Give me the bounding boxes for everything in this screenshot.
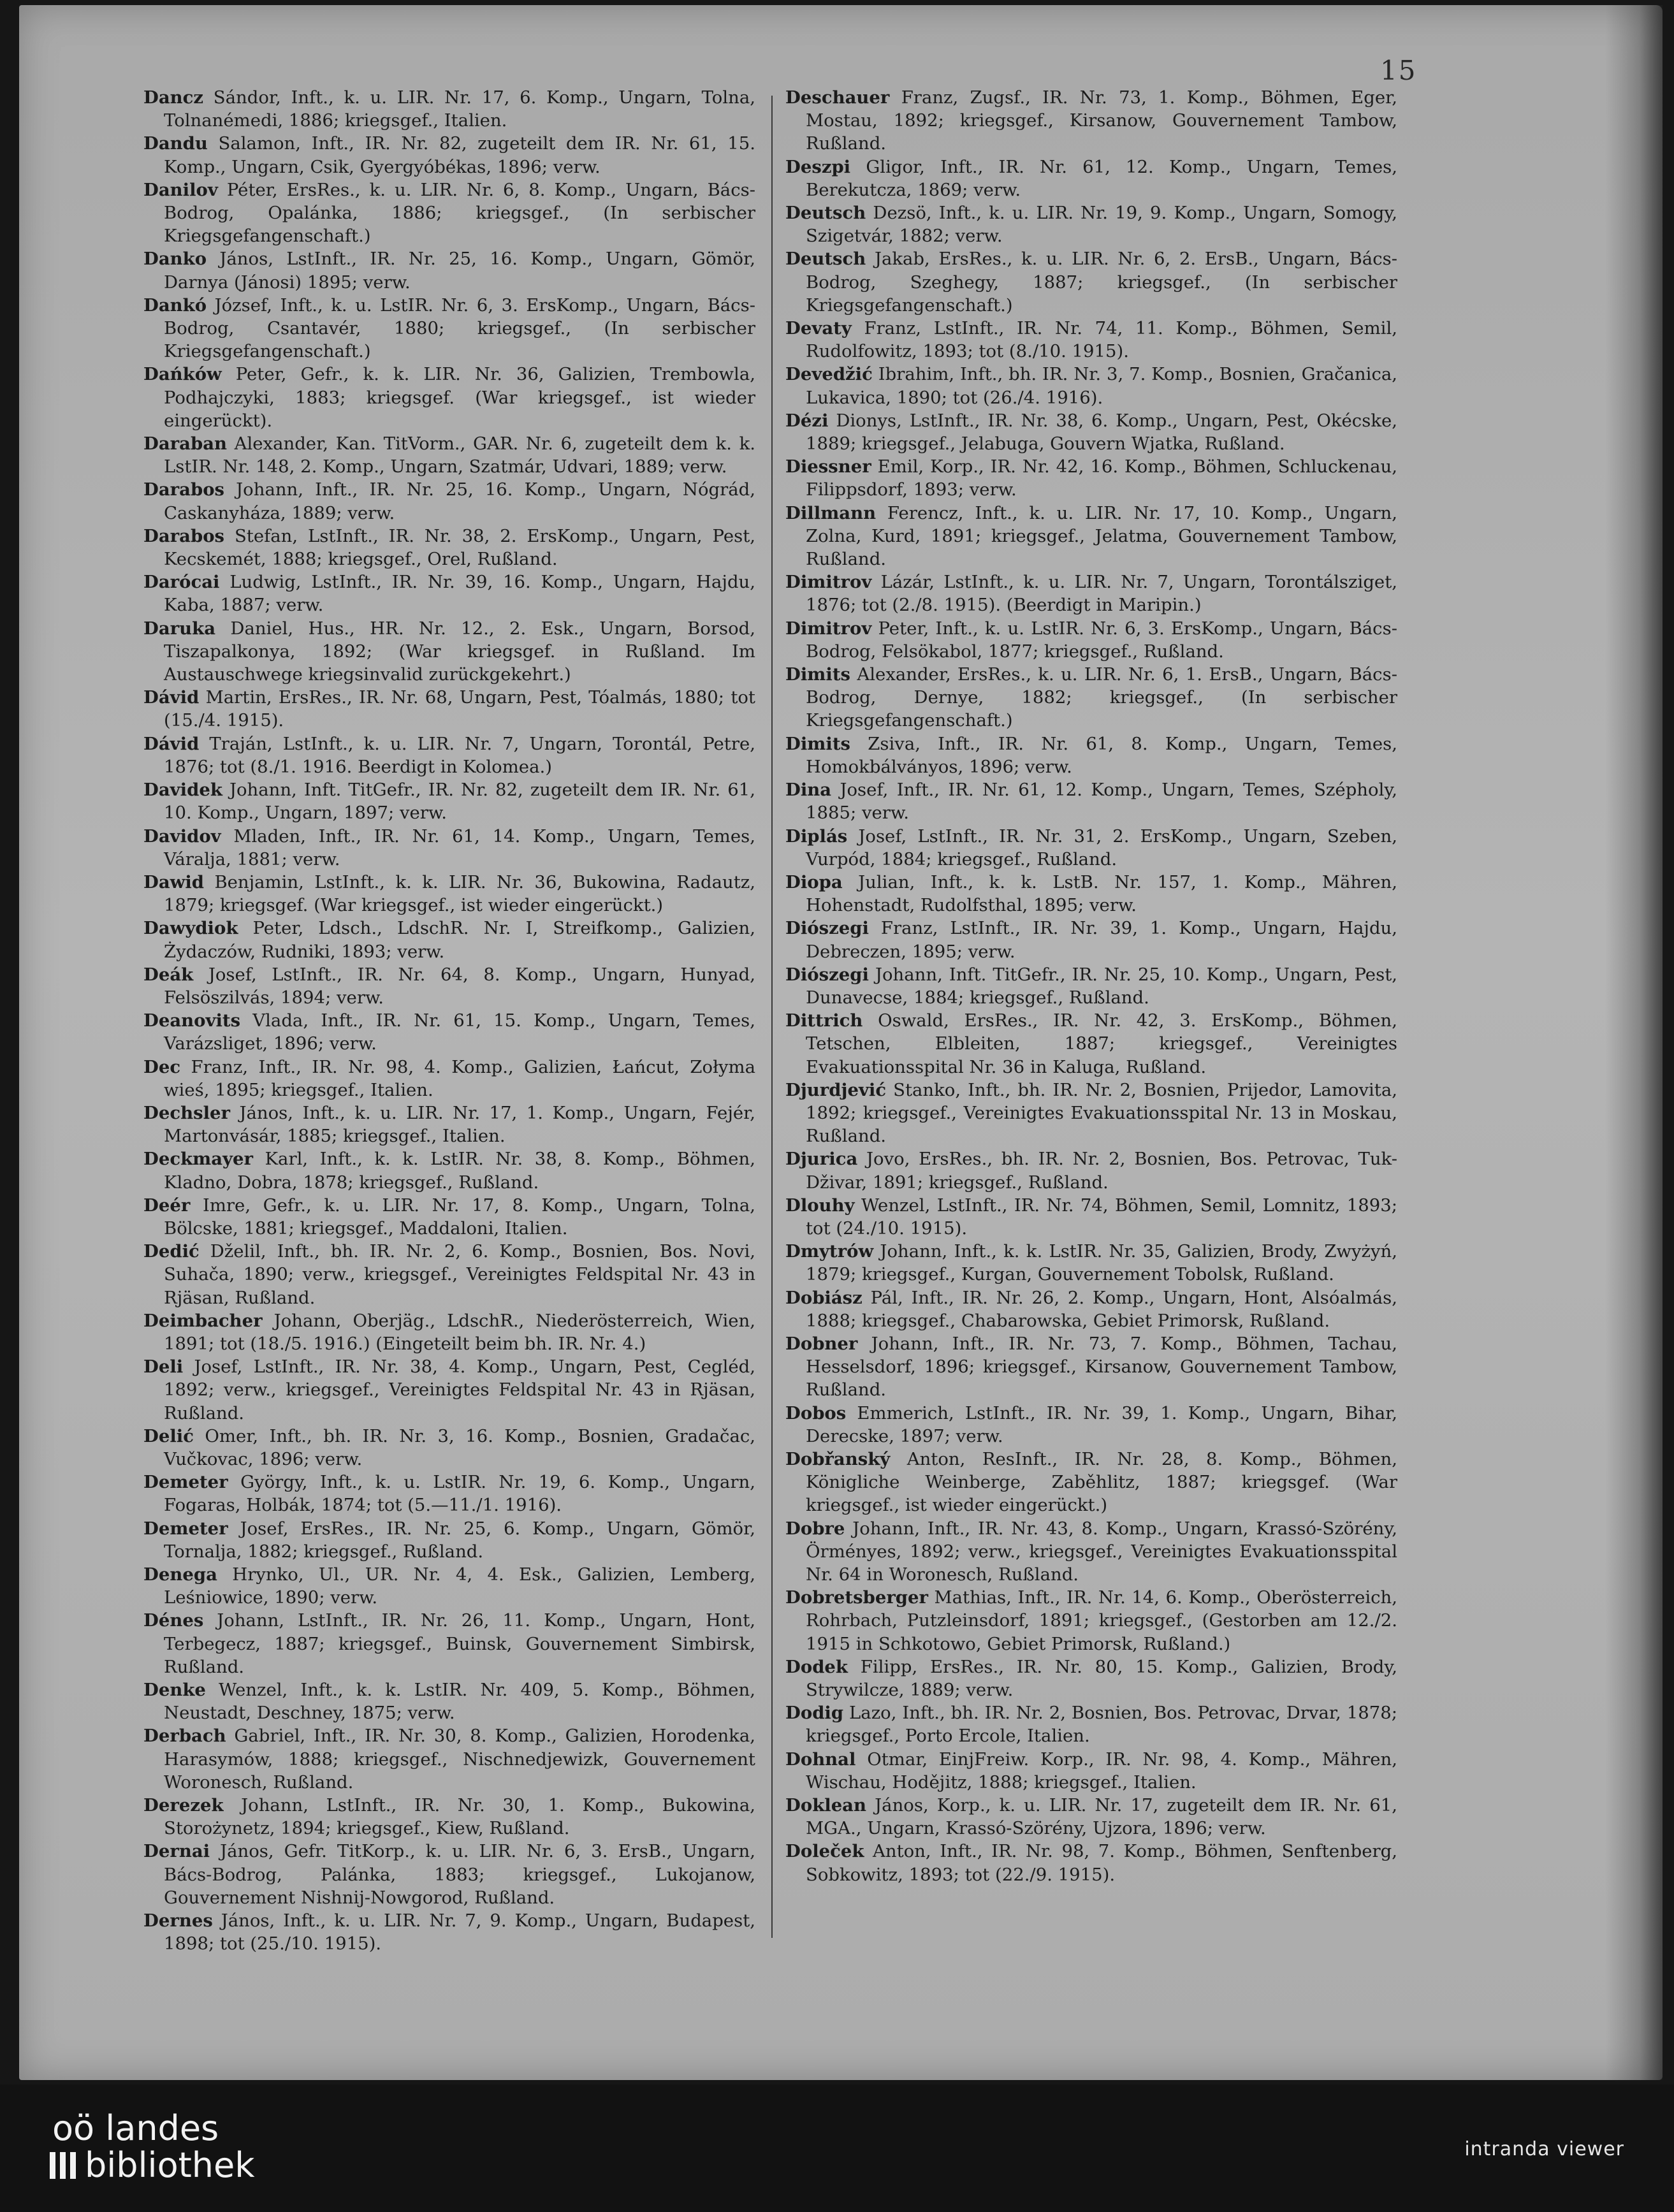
list-entry (785, 1448, 1397, 1517)
list-entry (143, 363, 755, 432)
list-entry (143, 1102, 755, 1147)
entry-details: Johann, Inft. TitGefr., IR. Nr. 25, 10. Komp., Ungarn, Pest, Dunavecse, 1884; kriegsgef., Rußland. (806, 964, 1397, 1008)
entry-details: Filipp, ErsRes., IR. Nr. 80, 15. Komp., Galizien, Brody, Strywilcze, 1889; verw. (806, 1656, 1397, 1701)
entry-details: Johann, Inft., k. k. LstIR. Nr. 35, Galizien, Brody, Zwyżyń, 1879; kriegsgef., Kurgan, Gouvernement Tobolsk, Rußland. (806, 1241, 1397, 1285)
list-entry (785, 963, 1397, 1009)
entry-details: Johann, Inft., IR. Nr. 43, 8. Komp., Ungarn, Krassó-Szörény, Örményes, 1892; verw., kriegsgef., Vereinigtes Evakuationsspital Nr. 64 in Woronesch, Rußland. (806, 1518, 1397, 1585)
entry-details: Otmar, EinjFreiw. Korp., IR. Nr. 98, 4. Komp., Mähren, Wischau, Hodějitz, 1888; kriegsgef., Italien. (806, 1749, 1397, 1793)
entry-details: Omer, Inft., bh. IR. Nr. 3, 16. Komp., Bosnien, Gradačac, Vučkovac, 1896; verw. (164, 1425, 756, 1469)
right-column (785, 86, 1397, 1886)
viewer-footer (0, 2085, 1674, 2212)
entry-details: Stanko, Inft., bh. IR. Nr. 2, Bosnien, Prijedor, Lamovita, 1892; kriegsgef., Vereinigtes Evakuationsspital Nr. 13 in Moskau, Rußland. (806, 1079, 1397, 1147)
entry-surname: Danko (143, 249, 207, 270)
entry-surname: Dillmann (785, 502, 877, 523)
entry-surname: Davidov (143, 826, 221, 847)
entry-details: Gligor, Inft., IR. Nr. 61, 12. Komp., Ungarn, Temes, Berekutcza, 1869; verw. (806, 156, 1397, 200)
list-entry (143, 132, 755, 178)
list-entry (143, 1425, 755, 1471)
list-entry (143, 1609, 755, 1678)
entry-surname: Diplás (785, 826, 848, 847)
list-entry (143, 1194, 755, 1240)
entry-surname: Dlouhy (785, 1195, 855, 1216)
entry-details: Pál, Inft., IR. Nr. 26, 2. Komp., Ungarn, Hont, Alsóalmás, 1888; kriegsgef., Chabarowska, Gebiet Primorsk, Rußland. (806, 1287, 1397, 1331)
entry-surname: Djurica (785, 1149, 858, 1170)
entry-details: Oswald, ErsRes., IR. Nr. 42, 3. ErsKomp., Böhmen, Tetschen, Elbleiten, 1887; kriegsgef., Vereinigtes Evakuationsspital Nr. 36 in Kaluga, Rußland. (806, 1010, 1397, 1077)
entry-details: Vlada, Inft., IR. Nr. 61, 15. Komp., Ungarn, Temes, Varázsliget, 1896; verw. (164, 1010, 755, 1054)
entry-surname: Devedžić (785, 364, 873, 385)
list-entry (143, 617, 755, 687)
entry-surname: Deanovits (143, 1010, 241, 1031)
list-entry (785, 871, 1397, 917)
entry-surname: Dernai (143, 1841, 210, 1862)
entry-surname: Dobiász (785, 1287, 862, 1308)
logo-bars-icon (50, 2152, 76, 2179)
list-entry (143, 1678, 755, 1724)
entry-surname: Delić (143, 1425, 194, 1446)
entry-details: Alexander, ErsRes., k. u. LIR. Nr. 6, 1. ErsB., Ungarn, Bács-Bodrog, Dernye, 1882; kriegsgef., (In serbischer Kriegsgefangenschaft.) (806, 664, 1397, 731)
list-entry (785, 1748, 1397, 1794)
list-entry (143, 1009, 755, 1055)
entry-surname: Dézi (785, 410, 829, 431)
entry-surname: Deutsch (785, 249, 866, 270)
list-entry (143, 686, 755, 732)
list-entry (143, 1563, 755, 1609)
list-entry (785, 455, 1397, 501)
entry-surname: Deckmayer (143, 1149, 254, 1170)
entry-surname: Dittrich (785, 1010, 863, 1031)
entry-details: János, Gefr. TitKorp., k. u. LIR. Nr. 6, 3. ErsB., Ungarn, Bács-Bodrog, Palánka, 1883; kriegsgef., Lukojanow, Gouvernement Nishnij-Nowgorod, Rußland. (164, 1841, 755, 1908)
entry-surname: Deutsch (785, 203, 866, 224)
entry-surname: Dawydiok (143, 918, 238, 939)
library-logo[interactable] (50, 2110, 255, 2184)
list-entry (785, 502, 1397, 571)
entry-surname: Dec (143, 1056, 181, 1077)
entry-surname: Diószegi (785, 964, 869, 985)
entry-details: Dželil, Inft., bh. IR. Nr. 2, 6. Komp., Bosnien, Bos. Novi, Suhača, 1890; verw., kriegsgef., Vereinigtes Feldspital Nr. 43 in Rjäsan, Rußland. (164, 1241, 755, 1308)
entry-details: György, Inft., k. u. LstIR. Nr. 19, 6. Komp., Ungarn, Fogaras, Holbák, 1874; tot (5.—11./1. 1916). (164, 1472, 755, 1516)
list-entry (143, 963, 755, 1009)
entry-details: János, Inft., k. u. LIR. Nr. 17, 1. Komp., Ungarn, Fejér, Martonvásár, 1885; kriegsgef., Italien. (164, 1102, 755, 1147)
list-entry (143, 432, 755, 478)
entry-details: Martin, ErsRes., IR. Nr. 68, Ungarn, Pest, Tóalmás, 1880; tot (15./4. 1915). (164, 687, 755, 731)
entry-details: Mladen, Inft., IR. Nr. 61, 14. Komp., Ungarn, Temes, Váralja, 1881; verw. (164, 826, 755, 870)
entry-details: Wenzel, LstInft., IR. Nr. 74, Böhmen, Semil, Lomnitz, 1893; tot (24./10. 1915). (806, 1195, 1397, 1239)
entry-details: Peter, Inft., k. u. LstIR. Nr. 6, 3. ErsKomp., Ungarn, Bács-Bodrog, Felsökabol, 1877; kriegsgef., Rußland. (806, 618, 1397, 662)
entry-details: Imre, Gefr., k. u. LIR. Nr. 17, 8. Komp., Ungarn, Tolna, Bölcske, 1881; kriegsgef., Maddaloni, Italien. (164, 1195, 755, 1239)
entry-details: János, Inft., k. u. LIR. Nr. 7, 9. Komp., Ungarn, Budapest, 1898; tot (25./10. 1915). (164, 1910, 755, 1954)
entry-surname: Diopa (785, 871, 843, 892)
list-entry (143, 871, 755, 917)
entry-details: Peter, Ldsch., LdschR. Nr. I, Streifkomp., Galizien, Żydaczów, Rudniki, 1893; verw. (164, 918, 755, 962)
entry-details: Traján, LstInft., k. u. LIR. Nr. 7, Ungarn, Torontál, Petre, 1876; tot (8./1. 1916. Beerdigt in Kolomea.) (164, 733, 755, 777)
entry-surname: Dávid (143, 687, 200, 708)
entry-details: Stefan, LstInft., IR. Nr. 38, 2. ErsKomp., Ungarn, Pest, Kecskemét, 1888; kriegsgef., Orel, Rußland. (164, 525, 755, 570)
entry-details: Josef, LstInft., IR. Nr. 38, 4. Komp., Ungarn, Pest, Cegléd, 1892; verw., kriegsgef., Vereinigtes Feldspital Nr. 43 in Rjäsan, Rußland. (164, 1357, 755, 1423)
list-entry (785, 201, 1397, 247)
list-entry (143, 1724, 755, 1794)
list-entry (785, 1147, 1397, 1193)
entry-surname: Deszpi (785, 156, 851, 177)
entry-surname: Dávid (143, 733, 200, 754)
entry-surname: Dodek (785, 1656, 848, 1677)
list-entry (143, 825, 755, 871)
entry-surname: Diószegi (785, 918, 869, 939)
entry-details: Sándor, Inft., k. u. LIR. Nr. 17, 6. Komp., Ungarn, Tolna, Tolnanémedi, 1886; kriegsgef., Italien. (164, 87, 756, 131)
entry-surname: Deli (143, 1357, 184, 1378)
entry-surname: Dankó (143, 295, 207, 316)
list-entry (785, 663, 1397, 732)
entry-details: Alexander, Kan. TitVorm., GAR. Nr. 6, zugeteilt dem k. k. LstIR. Nr. 148, 2. Komp., Ungarn, Szatmár, Udvari, 1889; verw. (164, 433, 756, 477)
entry-details: Josef, LstInft., IR. Nr. 31, 2. ErsKomp., Ungarn, Szeben, Vurpód, 1884; kriegsgef., Rußland. (806, 826, 1397, 870)
entry-surname: Doklean (785, 1795, 866, 1816)
entry-surname: Devaty (785, 318, 852, 339)
list-entry (785, 825, 1397, 871)
list-entry (143, 1355, 755, 1425)
entry-surname: Dernes (143, 1910, 213, 1932)
list-entry (143, 1840, 755, 1909)
list-entry (143, 1517, 755, 1563)
entry-details: Johann, Inft., IR. Nr. 25, 16. Komp., Ungarn, Nógrád, Caskanyháza, 1889; verw. (164, 479, 755, 523)
list-entry (143, 1309, 755, 1355)
logo-line-2: bibliothek (85, 2145, 255, 2185)
list-entry (785, 1194, 1397, 1240)
entry-details: Julian, Inft., k. k. LstB. Nr. 157, 1. Komp., Mähren, Hohenstadt, Rudolfsthal, 1895; verw. (806, 871, 1397, 916)
entry-surname: Dobřanský (785, 1448, 891, 1469)
list-entry (785, 1517, 1397, 1587)
entry-surname: Dénes (143, 1610, 204, 1631)
list-entry (143, 247, 755, 293)
entry-surname: Dobos (785, 1402, 847, 1423)
entry-details: Anton, ResInft., IR. Nr. 28, 8. Komp., Böhmen, Königliche Weinberge, Zaběhlitz, 1887; kriegsgef. (War kriegsgef., ist wieder eingerückt.) (806, 1448, 1397, 1516)
list-entry (785, 1655, 1397, 1701)
list-entry (143, 917, 755, 963)
entry-surname: Dobre (785, 1518, 845, 1539)
entry-details: Ferencz, Inft., k. u. LIR. Nr. 17, 10. Komp., Ungarn, Zolna, Kurd, 1891; kriegsgef., Jelatma, Gouvernement Tambow, Rußland. (806, 502, 1397, 570)
entry-details: Johann, Oberjäg., LdschR., Niederösterreich, Wien, 1891; tot (18./5. 1916.) (Eingeteilt beim bh. IR. Nr. 4.) (164, 1310, 756, 1354)
list-entry (143, 86, 755, 132)
entry-details: Jakab, ErsRes., k. u. LIR. Nr. 6, 2. ErsB., Ungarn, Bács-Bodrog, Szeghegy, 1887; kriegsgef., (In serbischer Kriegsgefangenschaft.) (806, 249, 1397, 316)
list-entry (785, 1240, 1397, 1286)
entry-details: Daniel, Hus., HR. Nr. 12., 2. Esk., Ungarn, Borsod, Tiszapalkonya, 1892; (War kriegsgef. in Rußland. Im Austauschwege kriegsinvalid zurückgekehrt.) (164, 618, 756, 685)
entry-details: Zsiva, Inft., IR. Nr. 61, 8. Komp., Ungarn, Temes, Homokbálványos, 1896; verw. (806, 733, 1397, 777)
list-entry (143, 1240, 755, 1309)
entry-details: Anton, Inft., IR. Nr. 98, 7. Komp., Böhmen, Senftenberg, Sobkowitz, 1893; tot (22./9. 1915). (806, 1841, 1397, 1885)
entry-surname: Dobner (785, 1333, 858, 1354)
list-entry (143, 525, 755, 571)
entry-details: Emmerich, LstInft., IR. Nr. 39, 1. Komp., Ungarn, Bihar, Derecske, 1897; verw. (806, 1402, 1397, 1446)
entry-surname: Dina (785, 780, 832, 801)
list-entry (785, 317, 1397, 363)
entry-details: József, Inft., k. u. LstIR. Nr. 6, 3. ErsKomp., Ungarn, Bács-Bodrog, Csantavér, 1880; kriegsgef., (In serbischer Kriegsgefangenschaft.) (164, 295, 755, 362)
list-entry (785, 409, 1397, 455)
list-entry (785, 617, 1397, 663)
entry-details: Ibrahim, Inft., bh. IR. Nr. 3, 7. Komp., Bosnien, Gračanica, Lukavica, 1890; tot (26./4. 1916). (806, 364, 1397, 408)
list-entry (785, 1286, 1397, 1332)
entry-details: Lázár, LstInft., k. u. LIR. Nr. 7, Ungarn, Torontálsziget, 1876; tot (2./8. 1915). (Beerdigt in Maripin.) (806, 572, 1397, 616)
list-entry (143, 178, 755, 248)
list-entry (785, 1009, 1397, 1079)
entry-details: Emil, Korp., IR. Nr. 42, 16. Komp., Böhmen, Schluckenau, Filippsdorf, 1893; verw. (806, 456, 1397, 500)
list-entry (785, 1794, 1397, 1840)
list-entry (785, 732, 1397, 778)
entry-details: Franz, Inft., IR. Nr. 98, 4. Komp., Galizien, Łańcut, Zołyma wieś, 1895; kriegsgef., Italien. (164, 1056, 755, 1100)
entry-surname: Danilov (143, 179, 218, 200)
entry-surname: Dimits (785, 733, 851, 754)
list-entry (785, 247, 1397, 317)
list-entry (143, 1909, 755, 1955)
entry-surname: Davidek (143, 780, 222, 801)
entry-surname: Dmytrów (785, 1241, 874, 1262)
list-entry (785, 86, 1397, 156)
entry-surname: Diessner (785, 456, 871, 477)
entry-details: Salamon, Inft., IR. Nr. 82, zugeteilt dem IR. Nr. 61, 15. Komp., Ungarn, Csik, Gyergyóbékas, 1896; verw. (164, 133, 755, 177)
entry-surname: Dechsler (143, 1102, 230, 1123)
entry-details: Dezsö, Inft., k. u. LIR. Nr. 19, 9. Komp., Ungarn, Somogy, Szigetvár, 1882; verw. (806, 203, 1397, 247)
entry-surname: Denke (143, 1680, 206, 1701)
entry-details: Lazo, Inft., bh. IR. Nr. 2, Bosnien, Bos. Petrovac, Drvar, 1878; kriegsgef., Porto Ercole, Italien. (806, 1703, 1397, 1747)
entry-surname: Dancz (143, 87, 204, 108)
entry-details: Gabriel, Inft., IR. Nr. 30, 8. Komp., Galizien, Horodenka, Harasymów, 1888; kriegsgef., Nischnedjewizk, Gouvernement Woronesch, Rußland. (164, 1726, 755, 1793)
entry-details: Wenzel, Inft., k. k. LstIR. Nr. 409, 5. Komp., Böhmen, Neustadt, Deschney, 1875; verw. (164, 1680, 755, 1724)
entry-surname: Daruka (143, 618, 216, 639)
list-entry (143, 478, 755, 524)
entry-surname: Deschauer (785, 87, 890, 108)
list-entry (785, 1332, 1397, 1402)
logo-line-2-wrap (50, 2147, 255, 2184)
entry-surname: Darócai (143, 572, 220, 593)
list-entry (143, 294, 755, 363)
entry-surname: Derezek (143, 1795, 224, 1816)
entry-details: Josef, Inft., IR. Nr. 61, 12. Komp., Ungarn, Temes, Szépholy, 1885; verw. (806, 780, 1397, 824)
entry-surname: Dańków (143, 364, 222, 385)
list-entry (143, 1056, 755, 1102)
entry-details: Johann, Inft. TitGefr., IR. Nr. 82, zugeteilt dem IR. Nr. 61, 10. Komp., Ungarn, 1897; verw. (164, 780, 755, 824)
entry-surname: Dawid (143, 871, 205, 892)
entry-surname: Derbach (143, 1726, 226, 1747)
entry-surname: Djurdjević (785, 1079, 887, 1100)
entry-details: Ludwig, LstInft., IR. Nr. 39, 16. Komp., Ungarn, Hajdu, Kaba, 1887; verw. (164, 572, 755, 616)
entry-details: Peter, Gefr., k. k. LIR. Nr. 36, Galizien, Trembowla, Podhajczyki, 1883; kriegsgef. (War kriegsgef., ist wieder eingerückt). (164, 364, 755, 431)
list-entry (143, 732, 755, 778)
entry-surname: Dandu (143, 133, 208, 154)
entry-surname: Denega (143, 1564, 217, 1585)
entry-surname: Dodig (785, 1703, 844, 1724)
entry-surname: Doleček (785, 1841, 864, 1862)
page-number: 15 (1380, 55, 1417, 86)
list-entry (143, 778, 755, 824)
entry-surname: Dobretsberger (785, 1587, 929, 1608)
entry-surname: Dimitrov (785, 618, 872, 639)
list-entry (143, 1147, 755, 1193)
entry-surname: Demeter (143, 1518, 228, 1539)
list-entry (785, 1079, 1397, 1148)
list-entry (785, 156, 1397, 201)
entry-details: Josef, LstInft., IR. Nr. 64, 8. Komp., Ungarn, Hunyad, Felsöszilvás, 1894; verw. (164, 964, 756, 1008)
entry-details: Johann, Inft., IR. Nr. 73, 7. Komp., Böhmen, Tachau, Hesselsdorf, 1896; kriegsgef., Kirsanow, Gouvernement Tambow, Rußland. (806, 1333, 1397, 1401)
entry-details: Hrynko, Ul., UR. Nr. 4, 4. Esk., Galizien, Lemberg, Leśniowice, 1890; verw. (164, 1564, 755, 1608)
list-entry (785, 1701, 1397, 1747)
entry-details: Josef, ErsRes., IR. Nr. 25, 6. Komp., Ungarn, Gömör, Tornalja, 1882; kriegsgef., Rußland. (164, 1518, 755, 1562)
entry-surname: Demeter (143, 1472, 228, 1493)
list-entry (143, 1794, 755, 1840)
left-column (143, 86, 755, 1955)
viewer-name: intranda viewer (1464, 2138, 1624, 2160)
entry-details: Jovo, ErsRes., bh. IR. Nr. 2, Bosnien, Bos. Petrovac, Tuk-Dživar, 1891; kriegsgef., Rußland. (806, 1149, 1398, 1193)
list-entry (785, 778, 1397, 824)
list-entry (785, 363, 1397, 409)
entry-surname: Deér (143, 1195, 191, 1216)
entry-surname: Dimitrov (785, 572, 872, 593)
list-entry (785, 1840, 1397, 1886)
entry-details: Karl, Inft., k. k. LstIR. Nr. 38, 8. Komp., Böhmen, Kladno, Dobra, 1878; kriegsgef., Rußland. (164, 1149, 755, 1193)
logo-line-1: oö landes (52, 2108, 219, 2148)
entry-surname: Darabos (143, 525, 225, 546)
list-entry (785, 571, 1397, 616)
list-entry (143, 1471, 755, 1517)
entry-details: János, Korp., k. u. LIR. Nr. 17, zugeteilt dem IR. Nr. 61, MGA., Ungarn, Krassó-Szörény, Ujzora, 1896; verw. (806, 1795, 1397, 1839)
page-edge-shadow (1605, 5, 1663, 2080)
entry-surname: Dedić (143, 1241, 200, 1262)
list-entry (143, 571, 755, 616)
entry-surname: Deák (143, 964, 194, 985)
list-entry (785, 917, 1397, 963)
list-entry (785, 1586, 1397, 1655)
entry-details: Franz, Zugsf., IR. Nr. 73, 1. Komp., Böhmen, Eger, Mostau, 1892; kriegsgef., Kirsanow, Gouvernement Tambow, Rußland. (806, 87, 1398, 154)
entry-details: Benjamin, LstInft., k. k. LIR. Nr. 36, Bukowina, Radautz, 1879; kriegsgef. (War kriegsgef., ist wieder eingerückt.) (164, 871, 755, 916)
entry-details: Franz, LstInft., IR. Nr. 74, 11. Komp., Böhmen, Semil, Rudolfowitz, 1893; tot (8./10. 1915). (806, 318, 1397, 362)
entry-details: Mathias, Inft., IR. Nr. 14, 6. Komp., Oberösterreich, Rohrbach, Putzleinsdorf, 1891; kriegsgef., (Gestorben am 12./2. 1915 in Schkotowo, Gebiet Primorsk, Rußland.) (806, 1587, 1397, 1654)
entry-details: Franz, LstInft., IR. Nr. 39, 1. Komp., Ungarn, Hajdu, Debreczen, 1895; verw. (806, 918, 1398, 962)
entry-details: Johann, LstInft., IR. Nr. 30, 1. Komp., Bukowina, Storożynetz, 1894; kriegsgef., Kiew, Rußland. (164, 1795, 755, 1839)
entry-surname: Dohnal (785, 1749, 856, 1770)
column-divider (771, 96, 773, 1938)
list-entry (785, 1402, 1397, 1448)
entry-surname: Dimits (785, 664, 851, 685)
entry-surname: Daraban (143, 433, 228, 455)
entry-details: Péter, ErsRes., k. u. LIR. Nr. 6, 8. Komp., Ungarn, Bács-Bodrog, Opalánka, 1886; kriegsgef., (In serbischer Kriegsgefangenschaft.) (164, 179, 756, 247)
entry-surname: Deimbacher (143, 1310, 263, 1331)
entry-details: Dionys, LstInft., IR. Nr. 38, 6. Komp., Ungarn, Pest, Okécske, 1889; kriegsgef., Jelabuga, Gouvern Wjatka, Rußland. (806, 410, 1397, 455)
entry-details: Johann, LstInft., IR. Nr. 26, 11. Komp., Ungarn, Hont, Terbegecz, 1887; kriegsgef., Buinsk, Gouvernement Simbirsk, Rußland. (164, 1610, 755, 1677)
entry-surname: Darabos (143, 479, 225, 500)
entry-details: János, LstInft., IR. Nr. 25, 16. Komp., Ungarn, Gömör, Darnya (Jánosi) 1895; verw. (164, 249, 755, 293)
